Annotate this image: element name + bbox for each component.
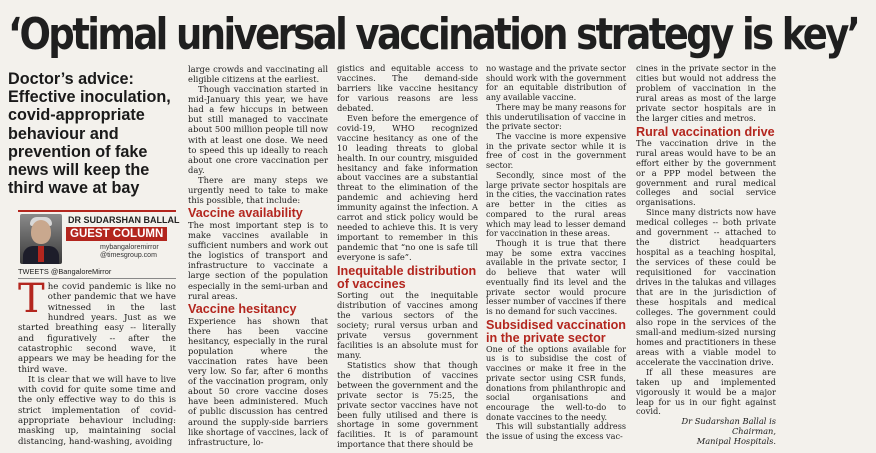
paragraph: large crowds and vaccinating all eligible citizens at the earliest. <box>188 64 328 85</box>
author-name: DR SUDARSHAN BALLAL <box>68 215 180 225</box>
author-signature: Dr Sudarshan Ballal is Chairman, <box>681 416 776 437</box>
paragraph: Since many districts now have medical colleges -- both private and government -- attached to the district headquarters hospital as a teaching hospital, the services of these could be requisitioned for vaccination drives in the talukas and villages that are in the jurisdiction of these hospitals and medical colleges. The government could also rope in the services of the small-and medium-sized nursing homes and practitioners in these areas with a viable model to accelerate the vaccination drive. <box>636 207 776 367</box>
contact-email: mybangaloremirror @timesgroup.com <box>100 244 159 259</box>
column-4 <box>486 64 626 442</box>
paragraph: This will substantially address the issue of using the excess vac- <box>486 421 626 442</box>
paragraph: It is clear that we will have to live with covid for quite some time and the only effective way to do this is strict implementation of covid-appropriate behaviour including: masking up, maintaining social distancing, hand-washing, avoiding <box>18 374 177 447</box>
paragraph: The vaccine is more expensive in the private sector while it is free of cost in the government sector. <box>486 131 626 171</box>
paragraph: Statistics show that though the distribution of vaccines between the government and the private sector is 75:25, the private sector vaccines have not been fully utilised and there is shortage in some government facilities. It is of paramount importance that there should be <box>337 359 478 450</box>
subheading: Inequitable distribution of vaccines <box>337 264 477 292</box>
paragraph: The vaccination drive in the rural areas would have to be an effort either by the government or a PPP model between the government and rural medical colleges and social service organisations. <box>636 137 776 208</box>
paragraph: Though it is true that there may be some extra vaccines available in the private sector, I do believe that water will eventually find its level and the private sector would procure lesser number of vaccines if there is no demand for such vaccines. <box>486 237 626 316</box>
column-3 <box>337 64 478 450</box>
subheading: Vaccine availability <box>188 206 303 221</box>
subheading: Rural vaccination drive <box>636 124 775 139</box>
column-1 <box>18 276 177 447</box>
author-photo <box>20 214 62 264</box>
drop-cap: T <box>18 276 45 322</box>
column-5 <box>636 64 776 447</box>
paragraph: gistics and equitable access to vaccines. The demand-side barriers like vaccine hesitancy for various reasons are less debated. <box>337 63 478 113</box>
paragraph: There may be many reasons for this underutilisation of vaccine in the private sector: <box>486 101 626 132</box>
paragraph: Even before the emergence of covid-19, WHO recognized vaccine hesitancy as one of the 10 leading threats to global health. In our country, misguided hesitancy and fake information about vaccines are a substantial threat to the elimination of the pandemic and achieving herd immunity against the infection. A carrot and stick policy would be needed to achieve this. It is very important to remember in this pandemic that “no one is safe till everyone is safe”. <box>337 112 478 263</box>
paragraph: The covid pandemic is like no other pandemic that we have witnessed in the last hundred years. Just as we started breathing easy -- literally and figuratively -- after the catastrophic second wave, it appears we may be heading for the third wave. <box>18 276 176 375</box>
paragraph: cines in the private sector in the cities but would not address the problem of vaccination in the rural areas as most of the large private sector hospitals are in the larger cities and metros. <box>636 63 776 123</box>
paragraph: There are many steps we urgently need to take to make this possible, that include: <box>188 174 328 206</box>
paragraph: The most important step is to make vaccines available in sufficient numbers and work out the logistics of transport and infrastructure to vaccinate a large section of the population especially in the semi-urban and rural areas. <box>188 220 328 301</box>
headline: ‘Optimal universal vaccination strategy is key’ <box>8 9 859 60</box>
guest-column-box <box>18 210 180 265</box>
guest-column-label: GUEST COLUMN <box>66 227 167 241</box>
paragraph: Experience has shown that there has been vaccine hesitancy, especially in the rural population where the vaccination rates have been very low. So far, after 6 months of the vaccination program, only about 50 crore vaccine doses have been administered. Much of public discussion has centred around the supply-side barriers like shortage of vaccines, lack of infrastructure, lo- <box>188 315 328 447</box>
subheading: Subsidised vaccination in the private sector <box>486 317 626 345</box>
paragraph: Secondly, since most of the large private sector hospitals are in the cities, the vaccination rates are better in the cities as compared to the rural areas which may lead to lesser demand for vaccination in these areas. <box>486 169 626 239</box>
paragraph: One of the options available for us is to subsidise the cost of vaccines or make it free in the private sector using CSR funds, donations from philanthropic and social organisations and encourage the well-to-do to donate vaccines to the needy. <box>486 343 626 422</box>
paragraph: Though vaccination started in mid-January this year, we have had a few hiccups in between but still managed to vaccinate about 500 million people till now with at least one dose. We need to speed this up ideally to reach about one crore vaccination per day. <box>188 84 328 175</box>
paragraph: If all these measures are taken up and implemented vigorously it would be a major leap for us in our fight against covid. <box>636 366 776 417</box>
column-2 <box>188 64 328 447</box>
author-signature: Manipal Hospitals. <box>696 436 776 447</box>
subheading: Vaccine hesitancy <box>188 301 297 316</box>
paragraph: Sorting out the inequitable distribution of vaccines among the various sectors of the society; rural versus urban and private versus government facilities is an absolute must for many. <box>337 290 478 360</box>
tweets-handle: TWEETS @BangaloreMirror <box>18 267 176 279</box>
deck: Doctor’s advice: Effective inoculation, covid-appropriate behaviour and prevention of fake news will keep the third wave at bay <box>8 70 171 198</box>
paragraph: no wastage and the private sector should work with the government for an equitable distribution of any available vaccine. <box>486 63 626 103</box>
